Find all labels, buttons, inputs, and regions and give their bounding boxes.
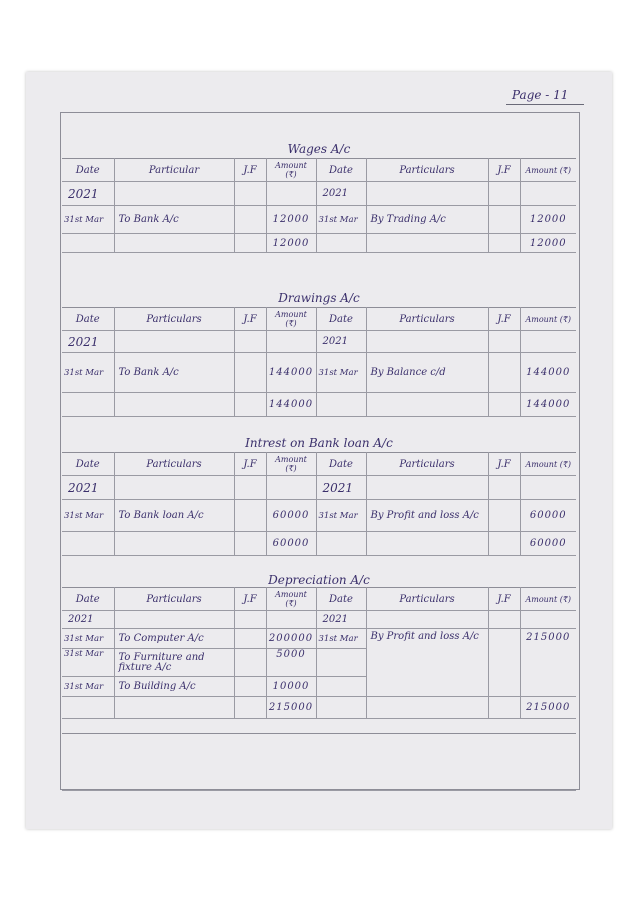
total-row bbox=[62, 393, 576, 417]
col-jf: J.F bbox=[488, 308, 520, 331]
table-row bbox=[62, 206, 576, 234]
header-row bbox=[62, 159, 576, 182]
col-date: Date bbox=[316, 588, 366, 611]
ledger-title: Drawings A/c bbox=[278, 291, 360, 305]
ledger-table bbox=[62, 158, 576, 253]
col-date: Date bbox=[316, 308, 366, 331]
col-amount: Amount (₹) bbox=[520, 308, 576, 331]
debit-amount: 10000 bbox=[266, 677, 316, 697]
year-left: 2021 bbox=[62, 182, 114, 206]
debit-particulars: To Bank A/c bbox=[114, 206, 234, 234]
debit-particulars: To Computer A/c bbox=[114, 629, 234, 649]
col-particulars: Particulars bbox=[114, 308, 234, 331]
table-row bbox=[62, 629, 576, 649]
col-date: Date bbox=[316, 453, 366, 476]
debit-date: 31st Mar bbox=[62, 649, 114, 677]
ledger-title: Intrest on Bank loan A/c bbox=[245, 436, 393, 450]
credit-particulars: By Profit and loss A/c bbox=[366, 629, 488, 697]
debit-date: 31st Mar bbox=[62, 206, 114, 234]
total-debit: 215000 bbox=[266, 697, 316, 719]
header-row bbox=[62, 588, 576, 611]
ledger-table bbox=[62, 307, 576, 417]
ledger-table bbox=[62, 452, 576, 556]
total-debit: 144000 bbox=[266, 393, 316, 417]
credit-particulars: By Trading A/c bbox=[366, 206, 488, 234]
table-row bbox=[62, 353, 576, 393]
total-row bbox=[62, 697, 576, 719]
year-left: 2021 bbox=[62, 476, 114, 500]
credit-amount: 12000 bbox=[520, 206, 576, 234]
ledger-title: Depreciation A/c bbox=[268, 573, 370, 587]
col-amount: Amount (₹) bbox=[266, 159, 316, 182]
debit-amount: 200000 bbox=[266, 629, 316, 649]
credit-amount: 60000 bbox=[520, 500, 576, 532]
year-row bbox=[62, 331, 576, 353]
col-particulars: Particulars bbox=[114, 588, 234, 611]
debit-amount: 144000 bbox=[266, 353, 316, 393]
col-jf: J.F bbox=[234, 159, 266, 182]
total-credit: 12000 bbox=[520, 234, 576, 253]
empty-row bbox=[62, 733, 576, 787]
col-particulars: Particulars bbox=[366, 308, 488, 331]
col-jf: J.F bbox=[234, 308, 266, 331]
total-credit: 60000 bbox=[520, 532, 576, 556]
credit-amount: 144000 bbox=[520, 353, 576, 393]
total-credit: 144000 bbox=[520, 393, 576, 417]
bottom-rule bbox=[62, 790, 576, 791]
col-jf: J.F bbox=[488, 588, 520, 611]
col-date: Date bbox=[316, 159, 366, 182]
debit-date: 31st Mar bbox=[62, 677, 114, 697]
debit-amount: 12000 bbox=[266, 206, 316, 234]
debit-date: 31st Mar bbox=[62, 353, 114, 393]
year-right: 2021 bbox=[316, 331, 366, 353]
page-number: Page - 11 bbox=[512, 88, 569, 102]
col-jf: J.F bbox=[488, 453, 520, 476]
col-amount: Amount (₹) bbox=[520, 453, 576, 476]
credit-date: 31st Mar bbox=[316, 629, 366, 649]
col-particulars: Particulars bbox=[366, 159, 488, 182]
year-right: 2021 bbox=[316, 182, 366, 206]
debit-amount: 5000 bbox=[266, 649, 316, 677]
col-date: Date bbox=[62, 159, 114, 182]
total-debit: 12000 bbox=[266, 234, 316, 253]
col-amount: Amount (₹) bbox=[266, 453, 316, 476]
credit-particulars: By Balance c/d bbox=[366, 353, 488, 393]
col-amount: Amount (₹) bbox=[520, 159, 576, 182]
total-debit: 60000 bbox=[266, 532, 316, 556]
credit-date: 31st Mar bbox=[316, 353, 366, 393]
col-jf: J.F bbox=[488, 159, 520, 182]
debit-particulars: To Bank loan A/c bbox=[114, 500, 234, 532]
col-date: Date bbox=[62, 308, 114, 331]
table-row bbox=[62, 500, 576, 532]
col-date: Date bbox=[62, 588, 114, 611]
header-row bbox=[62, 453, 576, 476]
year-right: 2021 bbox=[316, 611, 366, 629]
year-right: 2021 bbox=[316, 476, 366, 500]
credit-amount: 215000 bbox=[520, 629, 576, 697]
col-amount: Amount (₹) bbox=[520, 588, 576, 611]
ledger-title: Wages A/c bbox=[287, 142, 351, 156]
col-particulars: Particular bbox=[114, 159, 234, 182]
col-particulars: Particulars bbox=[366, 588, 488, 611]
col-jf: J.F bbox=[234, 453, 266, 476]
col-date: Date bbox=[62, 453, 114, 476]
total-credit: 215000 bbox=[520, 697, 576, 719]
header-row bbox=[62, 308, 576, 331]
year-row bbox=[62, 476, 576, 500]
debit-particulars: To Building A/c bbox=[114, 677, 234, 697]
credit-date: 31st Mar bbox=[316, 206, 366, 234]
debit-date: 31st Mar bbox=[62, 500, 114, 532]
debit-amount: 60000 bbox=[266, 500, 316, 532]
col-jf: J.F bbox=[234, 588, 266, 611]
ledger-table bbox=[62, 587, 576, 719]
col-amount: Amount (₹) bbox=[266, 588, 316, 611]
debit-particulars: To Furniture and fixture A/c bbox=[114, 649, 234, 677]
total-row bbox=[62, 234, 576, 253]
debit-particulars: To Bank A/c bbox=[114, 353, 234, 393]
year-row bbox=[62, 182, 576, 206]
page-number-underline bbox=[506, 104, 584, 105]
year-left: 2021 bbox=[62, 611, 114, 629]
col-amount: Amount (₹) bbox=[266, 308, 316, 331]
col-particulars: Particulars bbox=[366, 453, 488, 476]
col-particulars: Particulars bbox=[114, 453, 234, 476]
credit-particulars: By Profit and loss A/c bbox=[366, 500, 488, 532]
credit-date: 31st Mar bbox=[316, 500, 366, 532]
year-row bbox=[62, 611, 576, 629]
debit-date: 31st Mar bbox=[62, 629, 114, 649]
year-left: 2021 bbox=[62, 331, 114, 353]
total-row bbox=[62, 532, 576, 556]
